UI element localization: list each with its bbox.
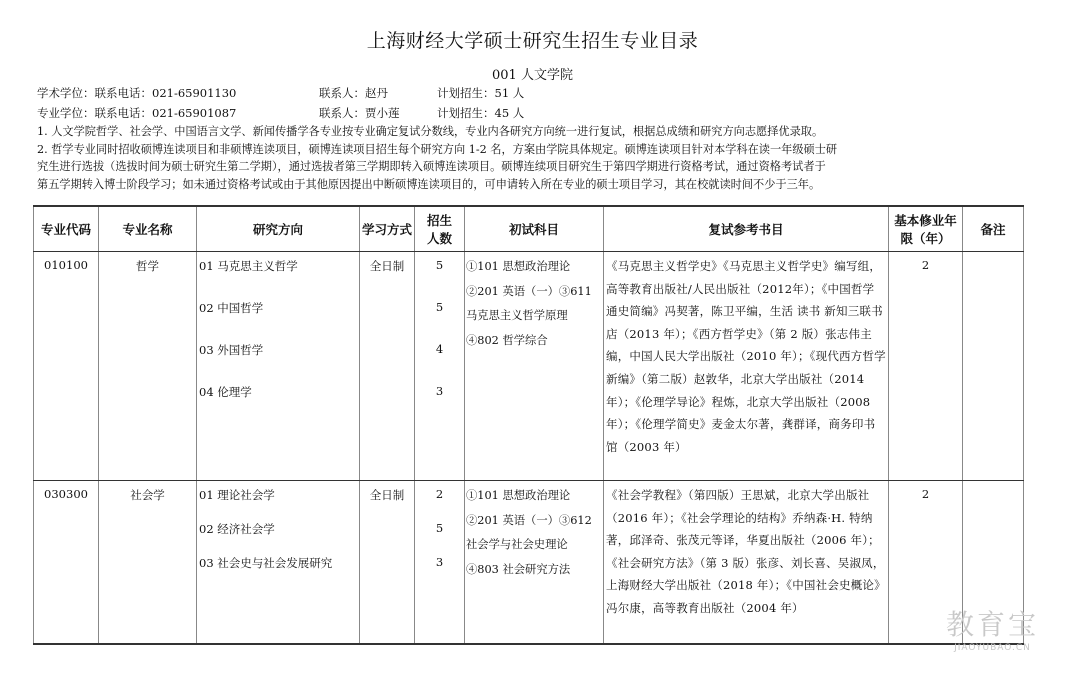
exam-line: ①101 思想政治理论 xyxy=(466,260,571,273)
direction-item: 01 马克思主义哲学 xyxy=(199,259,298,273)
cell-mode: 全日制 xyxy=(360,252,415,481)
cell-exams xyxy=(465,252,604,481)
direction-item: 01 理论社会学 xyxy=(199,488,275,502)
watermark-url: JIAOYUBAO.CN xyxy=(954,643,1031,653)
exam-line: ①101 思想政治理论 xyxy=(466,489,571,502)
cell-books: 《马克思主义哲学史》《马克思主义哲学史》编写组，高等教育出版社/人民出版社（2012年）；《中国哲学通史简编》冯契著，陈卫平编，生活 读书 新知三联书店（2013 年）；《西方哲学史》（第 2 版）张志伟主编，中国人民大学出版社（2010 年）；《现代西方哲学新编》（第二版）赵敦华，北京大学出版社（2014 年）；《伦理学导论》程炼，北京大学出版社（2008年）；《伦理学简史》麦金太尔著，龚群译，商务印书馆（2003 年） xyxy=(604,252,889,481)
note-line: 1. 人文学院哲学、社会学、中国语言文学、新闻传播学各专业按专业确定复试分数线，专业内各研究方向统一进行复试，根据总成绩和研究方向志愿择优录取。 xyxy=(37,125,824,138)
header-quota-line2: 人数 xyxy=(426,231,452,246)
catalog-title: 上海财经大学硕士研究生招生专业目录 xyxy=(366,30,699,52)
watermark-logo xyxy=(946,603,1039,653)
cell-remark xyxy=(963,252,1024,481)
header-years-line2: 限（年） xyxy=(900,231,951,246)
table-row xyxy=(34,252,1024,481)
cell-books: 《社会学教程》（第四版）王思斌，北京大学出版社（2016 年）；《社会学理论的结构》乔纳森·H. 特纳著，邱泽奇、张茂元等译，华夏出版社（2006 年）；《社会研究方法》（第 3 版）张彦、刘长喜、吴淑凤，上海财经大学出版社（2018 年）；《中国社会史概论》冯尔康，高等教育出版社（2004 年） xyxy=(604,481,889,645)
header-name: 专业名称 xyxy=(99,206,197,252)
professional-degree-info xyxy=(37,105,525,121)
header-remark: 备注 xyxy=(963,206,1024,252)
table-row xyxy=(34,481,1024,645)
cell-code: 010100 xyxy=(34,252,99,481)
catalog-table xyxy=(33,205,1024,645)
notes-block xyxy=(37,123,1027,193)
exam-line: ②201 英语（一）③611 xyxy=(466,284,592,298)
header-years xyxy=(889,206,963,252)
quota-item: 5 xyxy=(435,300,444,314)
cell-mode: 全日制 xyxy=(360,481,415,645)
header-years-line1: 基本修业年 xyxy=(894,213,957,228)
professional-contact: 联系人：贾小莲 xyxy=(319,106,400,120)
cell-quotas xyxy=(415,481,465,645)
academic-contact: 联系人：赵丹 xyxy=(319,86,388,100)
direction-item: 03 社会史与社会发展研究 xyxy=(199,556,333,570)
direction-item: 03 外国哲学 xyxy=(199,343,264,357)
note-line: 第五学期转入博士阶段学习；如未通过资格考试或由于其他原因提出中断硕博连读项目的，可申请转入所在专业的硕士项目学习，其在校就读时间不少于三年。 xyxy=(37,177,821,191)
cell-years: 2 xyxy=(889,252,963,481)
header-exam: 初试科目 xyxy=(465,206,604,252)
header-quota-line1: 招生 xyxy=(426,213,452,228)
cell-years: 2 xyxy=(889,481,963,645)
academic-plan: 计划招生：51 人 xyxy=(437,86,525,100)
quota-item: 5 xyxy=(435,258,444,272)
quota-item: 4 xyxy=(435,342,444,356)
direction-item: 04 伦理学 xyxy=(199,385,252,399)
exam-line: ④802 哲学综合 xyxy=(466,333,548,347)
academic-degree-info xyxy=(37,85,525,101)
note-line: 究生进行选拔（选拔时间为硕士研究生第二学期），通过选拔者第三学期即转入硕博连读项目。硕博连续项目研究生于第四学期进行资格考试，通过资格考试者于 xyxy=(37,160,826,173)
quota-item: 5 xyxy=(435,521,444,535)
cell-exams xyxy=(465,481,604,645)
direction-item: 02 中国哲学 xyxy=(199,301,264,315)
header-books: 复试参考书目 xyxy=(604,206,889,252)
exam-line: ②201 英语（一）③612 xyxy=(466,513,592,527)
professional-plan: 计划招生：45 人 xyxy=(437,106,525,120)
note-line: 2. 哲学专业同时招收硕博连读项目和非硕博连读项目，硕博连读项目招生每个研究方向 1-2 名，方案由学院具体规定。硕博连读项目针对本学科在读一年级硕士研 xyxy=(37,142,838,156)
professional-phone: 专业学位：联系电话：021-65901087 xyxy=(37,106,237,120)
cell-code: 030300 xyxy=(34,481,99,645)
header-direction: 研究方向 xyxy=(197,206,360,252)
quota-item: 3 xyxy=(435,555,444,569)
cell-directions xyxy=(197,252,360,481)
department-heading: 001 人文学院 xyxy=(492,68,573,83)
header-quota xyxy=(415,206,465,252)
exam-line: 马克思主义哲学原理 xyxy=(466,309,568,322)
direction-item: 02 经济社会学 xyxy=(199,522,275,536)
header-mode: 学习方式 xyxy=(360,206,415,252)
academic-phone: 学术学位：联系电话：021-65901130 xyxy=(37,86,237,100)
header-code: 专业代码 xyxy=(34,206,99,252)
cell-directions xyxy=(197,481,360,645)
quota-item: 2 xyxy=(435,487,444,501)
cell-quotas xyxy=(415,252,465,481)
watermark-text: 教育宝 xyxy=(945,608,1039,641)
quota-item: 3 xyxy=(435,384,444,398)
cell-name: 社会学 xyxy=(99,481,197,645)
exam-line: ④803 社会研究方法 xyxy=(466,562,571,576)
exam-line: 社会学与社会史理论 xyxy=(466,538,568,551)
table-header-row xyxy=(34,206,1024,252)
cell-name: 哲学 xyxy=(99,252,197,481)
